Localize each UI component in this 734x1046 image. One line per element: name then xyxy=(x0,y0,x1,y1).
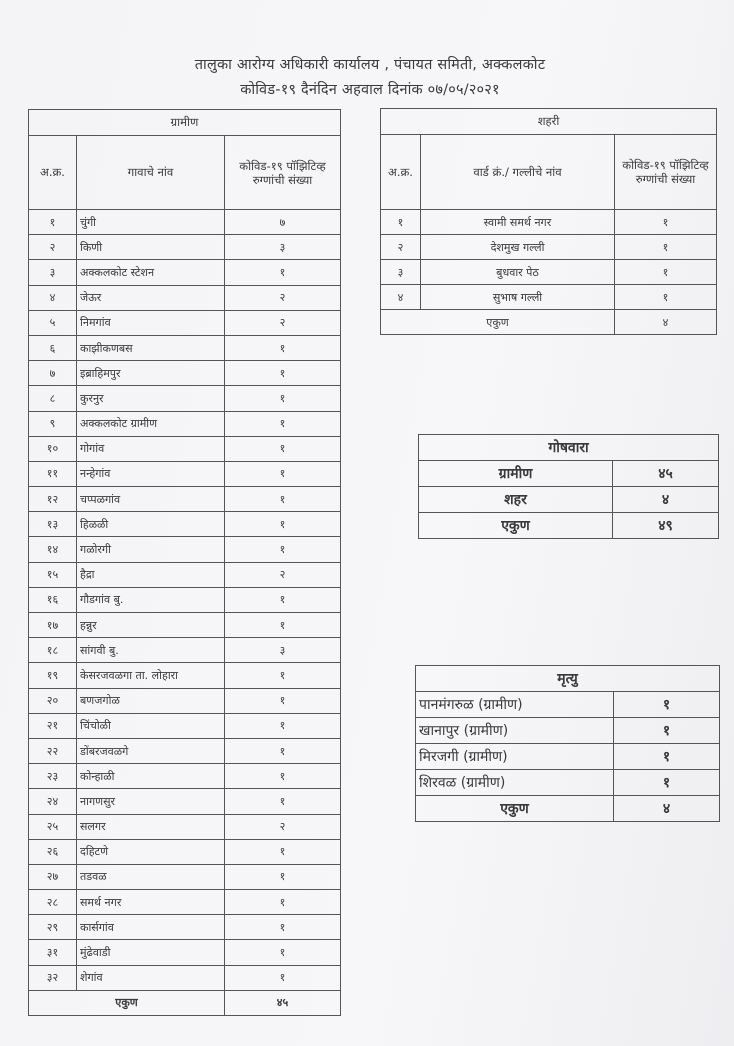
deaths-total-value: ४ xyxy=(614,796,720,822)
rural-row-village: किणी xyxy=(77,235,225,260)
rural-total-value: ४५ xyxy=(225,990,341,1015)
death-row-count: १ xyxy=(614,770,720,796)
rural-row-count: १ xyxy=(225,864,341,889)
rural-row xyxy=(29,461,341,486)
rural-row-count: १ xyxy=(225,940,341,965)
rural-row xyxy=(29,713,341,738)
rural-row-count: ७ xyxy=(225,210,341,235)
death-row xyxy=(416,692,720,718)
rural-row-no: २२ xyxy=(29,738,77,763)
rural-row xyxy=(29,915,341,940)
urban-row-ward: देशमुख गल्ली xyxy=(421,235,615,260)
summary-row xyxy=(419,513,719,539)
rural-row xyxy=(29,789,341,814)
rural-row-village: डोंबरजवळगे xyxy=(77,738,225,763)
rural-row-count: २ xyxy=(225,310,341,335)
rural-row xyxy=(29,512,341,537)
rural-row-village: शेगांव xyxy=(77,965,225,990)
rural-row-no: २६ xyxy=(29,839,77,864)
rural-row-count: १ xyxy=(225,386,341,411)
rural-row-count: १ xyxy=(225,789,341,814)
rural-row-village: गोगांव xyxy=(77,436,225,461)
rural-row xyxy=(29,487,341,512)
rural-row-count: १ xyxy=(225,764,341,789)
urban-row-count: १ xyxy=(615,260,717,285)
rural-row xyxy=(29,260,341,285)
rural-row-village: बणजगोळ xyxy=(77,688,225,713)
rural-row-count: १ xyxy=(225,965,341,990)
summary-row xyxy=(419,461,719,487)
rural-row-count: १ xyxy=(225,587,341,612)
rural-row xyxy=(29,940,341,965)
rural-row xyxy=(29,537,341,562)
rural-row-no: १६ xyxy=(29,587,77,612)
summary-row-value: ४ xyxy=(613,487,719,513)
rural-row xyxy=(29,411,341,436)
urban-total-label: एकुण xyxy=(381,310,615,335)
deaths-total-label: एकुण xyxy=(416,796,614,822)
rural-row-no: २१ xyxy=(29,713,77,738)
urban-row-no: ४ xyxy=(381,285,421,310)
rural-row-no: १४ xyxy=(29,537,77,562)
rural-row-no: ३२ xyxy=(29,965,77,990)
rural-row-village: काझीकणबस xyxy=(77,335,225,360)
death-row-place: खानापुर (ग्रामीण) xyxy=(416,718,614,744)
rural-row-no: १२ xyxy=(29,487,77,512)
rural-row-count: १ xyxy=(225,663,341,688)
rural-table-title: ग्रामीण xyxy=(29,110,341,136)
urban-row-no: २ xyxy=(381,235,421,260)
rural-row-count: १ xyxy=(225,260,341,285)
rural-row-village: इब्राहिमपुर xyxy=(77,361,225,386)
rural-row-village: कुरनुर xyxy=(77,386,225,411)
summary-row xyxy=(419,487,719,513)
rural-row xyxy=(29,890,341,915)
rural-row-count: १ xyxy=(225,688,341,713)
death-row xyxy=(416,744,720,770)
rural-row xyxy=(29,688,341,713)
death-row xyxy=(416,718,720,744)
rural-row-count: १ xyxy=(225,537,341,562)
rural-row-count: १ xyxy=(225,436,341,461)
rural-row-village: निमगांव xyxy=(77,310,225,335)
rural-row xyxy=(29,436,341,461)
rural-row xyxy=(29,335,341,360)
summary-row-value: ४५ xyxy=(613,461,719,487)
rural-row-count: १ xyxy=(225,411,341,436)
rural-row-village: नन्हेगांव xyxy=(77,461,225,486)
rural-row-no: २७ xyxy=(29,864,77,889)
rural-row xyxy=(29,814,341,839)
rural-row-no: २५ xyxy=(29,814,77,839)
deaths-table xyxy=(415,665,720,822)
summary-row-label: एकुण xyxy=(419,513,613,539)
rural-row-no: ६ xyxy=(29,335,77,360)
rural-row-village: चुंगी xyxy=(77,210,225,235)
rural-row-village: मुंढेवाडी xyxy=(77,940,225,965)
rural-row xyxy=(29,210,341,235)
deaths-table-title: मृत्यु xyxy=(416,666,720,692)
rural-row-no: २८ xyxy=(29,890,77,915)
summary-table-title: गोषवारा xyxy=(419,435,719,461)
urban-row-no: १ xyxy=(381,210,421,235)
rural-row-no: ८ xyxy=(29,386,77,411)
urban-col-no: अ.क्र. xyxy=(381,135,421,210)
rural-row-no: २३ xyxy=(29,764,77,789)
rural-row-village: कोन्हाळी xyxy=(77,764,225,789)
rural-row xyxy=(29,587,341,612)
urban-row-ward: सुभाष गल्ली xyxy=(421,285,615,310)
rural-row-village: तडवळ xyxy=(77,864,225,889)
death-row-place: मिरजगी (ग्रामीण) xyxy=(416,744,614,770)
rural-row-village: गौडगांव बु. xyxy=(77,587,225,612)
rural-row-no: ९ xyxy=(29,411,77,436)
rural-row-count: १ xyxy=(225,890,341,915)
urban-row xyxy=(381,285,717,310)
rural-row-no: १७ xyxy=(29,613,77,638)
rural-row xyxy=(29,764,341,789)
rural-row-village: कार्सगांव xyxy=(77,915,225,940)
rural-row-count: १ xyxy=(225,461,341,486)
rural-row-count: १ xyxy=(225,335,341,360)
rural-row-count: १ xyxy=(225,915,341,940)
rural-row xyxy=(29,965,341,990)
urban-row xyxy=(381,210,717,235)
rural-row-no: १३ xyxy=(29,512,77,537)
rural-row-no: ११ xyxy=(29,461,77,486)
rural-row-village: सलगर xyxy=(77,814,225,839)
rural-row-village: हन्नुर xyxy=(77,613,225,638)
rural-row-no: १० xyxy=(29,436,77,461)
rural-total-label: एकुण xyxy=(29,990,225,1015)
rural-row-no: २४ xyxy=(29,789,77,814)
summary-row-label: शहर xyxy=(419,487,613,513)
rural-row-no: १८ xyxy=(29,638,77,663)
rural-row-no: १५ xyxy=(29,562,77,587)
urban-row xyxy=(381,260,717,285)
rural-row-no: २० xyxy=(29,688,77,713)
rural-row-village: सांगवी बु. xyxy=(77,638,225,663)
rural-row-count: ३ xyxy=(225,235,341,260)
rural-row-village: चप्पळगांव xyxy=(77,487,225,512)
rural-row-count: १ xyxy=(225,839,341,864)
death-row-count: १ xyxy=(614,744,720,770)
urban-row xyxy=(381,235,717,260)
rural-row-no: ५ xyxy=(29,310,77,335)
rural-row-count: ३ xyxy=(225,638,341,663)
urban-row-count: १ xyxy=(615,235,717,260)
summary-table xyxy=(418,434,719,539)
rural-row xyxy=(29,738,341,763)
urban-col-name: वार्ड क्रं./ गल्लीचे नांव xyxy=(421,135,615,210)
rural-row xyxy=(29,285,341,310)
rural-row xyxy=(29,562,341,587)
rural-row-count: १ xyxy=(225,487,341,512)
rural-row-village: हैद्रा xyxy=(77,562,225,587)
rural-row-count: १ xyxy=(225,361,341,386)
summary-row-value: ४९ xyxy=(613,513,719,539)
rural-row xyxy=(29,638,341,663)
rural-row-count: १ xyxy=(225,713,341,738)
death-row-place: पानमंगरुळ (ग्रामीण) xyxy=(416,692,614,718)
rural-row-count: १ xyxy=(225,613,341,638)
urban-row-ward: स्वामी समर्थ नगर xyxy=(421,210,615,235)
urban-row-ward: बुधवार पेठ xyxy=(421,260,615,285)
report-title-office: तालुका आरोग्य अधिकारी कार्यालय , पंचायत समिती, अक्कलकोट xyxy=(194,57,546,73)
rural-row-village: जेऊर xyxy=(77,285,225,310)
rural-row-count: १ xyxy=(225,512,341,537)
rural-row-village: दहिटणे xyxy=(77,839,225,864)
rural-row-village: अक्कलकोट ग्रामीण xyxy=(77,411,225,436)
rural-row-no: ७ xyxy=(29,361,77,386)
rural-col-name: गावाचे नांव xyxy=(77,136,225,210)
rural-row-village: अक्कलकोट स्टेशन xyxy=(77,260,225,285)
rural-row-no: १९ xyxy=(29,663,77,688)
rural-row-no: ४ xyxy=(29,285,77,310)
rural-col-no: अ.क्र. xyxy=(29,136,77,210)
rural-row xyxy=(29,663,341,688)
urban-row-no: ३ xyxy=(381,260,421,285)
death-row-count: १ xyxy=(614,718,720,744)
rural-row-village: समर्थ नगर xyxy=(77,890,225,915)
rural-row-count: २ xyxy=(225,814,341,839)
rural-row xyxy=(29,613,341,638)
death-row xyxy=(416,770,720,796)
rural-row-no: ३१ xyxy=(29,940,77,965)
report-title-date: कोविड-१९ दैनंदिन अहवाल दिनांक ०७/०५/२०२१ xyxy=(240,82,500,98)
death-row-place: शिरवळ (ग्रामीण) xyxy=(416,770,614,796)
rural-col-count: कोविड-१९ पॉझिटिव्ह रुग्णांची संख्या xyxy=(225,136,341,210)
urban-row-count: १ xyxy=(615,210,717,235)
rural-row-no: २ xyxy=(29,235,77,260)
urban-total-value: ४ xyxy=(615,310,717,335)
death-row-count: १ xyxy=(614,692,720,718)
rural-row xyxy=(29,310,341,335)
rural-table xyxy=(28,109,341,1016)
rural-row xyxy=(29,386,341,411)
urban-table-title: शहरी xyxy=(381,109,717,135)
rural-row-village: गळोरगी xyxy=(77,537,225,562)
rural-row-village: हिळळी xyxy=(77,512,225,537)
rural-row-no: ३ xyxy=(29,260,77,285)
rural-row-count: २ xyxy=(225,285,341,310)
rural-row xyxy=(29,361,341,386)
rural-row-count: १ xyxy=(225,738,341,763)
rural-row-village: नागणसुर xyxy=(77,789,225,814)
rural-row xyxy=(29,839,341,864)
rural-row-village: चिंचोळी xyxy=(77,713,225,738)
rural-row xyxy=(29,864,341,889)
urban-col-count: कोविड-१९ पॉझिटिव्ह रुग्णांची संख्या xyxy=(615,135,717,210)
rural-row xyxy=(29,235,341,260)
rural-row-no: २९ xyxy=(29,915,77,940)
urban-row-count: १ xyxy=(615,285,717,310)
urban-table xyxy=(380,108,717,335)
rural-row-count: २ xyxy=(225,562,341,587)
rural-row-no: १ xyxy=(29,210,77,235)
rural-row-village: केसरजवळगा ता. लोहारा xyxy=(77,663,225,688)
summary-row-label: ग्रामीण xyxy=(419,461,613,487)
